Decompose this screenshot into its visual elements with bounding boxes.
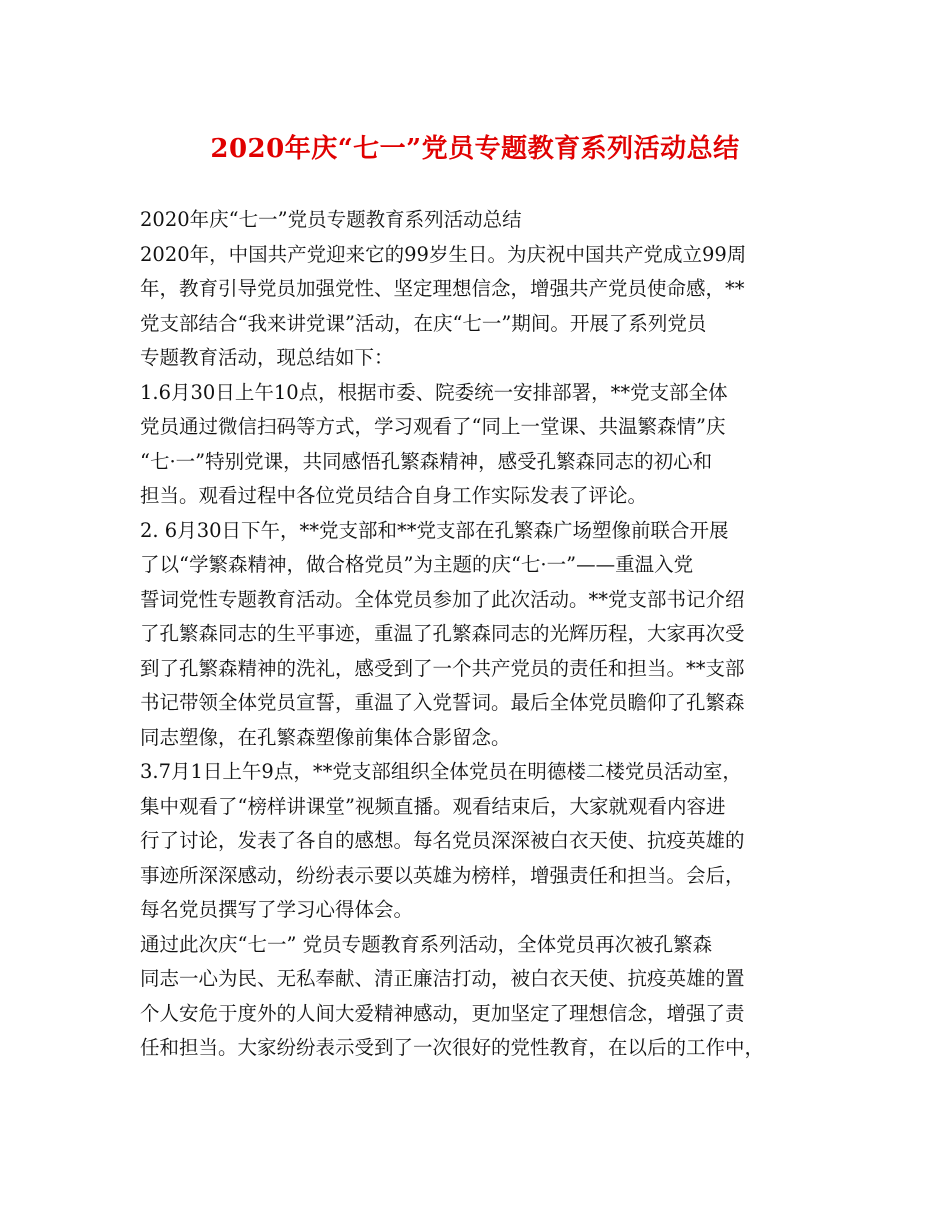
paragraph-line: 集中观看了“榜样讲课堂”视频直播。观看结束后，大家就观看内容进 (140, 794, 726, 818)
paragraph-line: 专题教育活动，现总结如下： (140, 346, 394, 369)
paragraph-line: 了孔繁森同志的生平事迹，重温了孔繁森同志的光辉历程，大家再次受 (140, 622, 745, 645)
paragraph-line: 通过此次庆“七一” 党员专题教育系列活动，全体党员再次被孔繁森 (140, 932, 713, 956)
paragraph-line: 行了讨论，发表了各自的感想。每名党员深深被白衣天使、抗疫英雄的 (140, 829, 745, 852)
paragraph-line: 同志一心为民、无私奉献、清正廉洁打动，被白衣天使、抗疫英雄的置 (140, 967, 745, 990)
paragraph-line: 2. 6月30日下午，**党支部和**党支部在孔繁森广场塑像前联合开展 (140, 518, 729, 542)
paragraph-line: 1.6月30日上午10点，根据市委、院委统一安排部署，**党支部全体 (140, 380, 728, 404)
document-title: 2020年庆“七一”党员专题教育系列活动总结 (210, 134, 740, 164)
paragraph-line: 党员通过微信扫码等方式，学习观看了“同上一堂课、共温繁森情”庆 (140, 415, 726, 438)
paragraph-line: 2020年庆“七一”党员专题教育系列活动总结 (140, 208, 522, 231)
paragraph-line: “七·一”特别党课，共同感悟孔繁森精神，感受孔繁森同志的初心和 (140, 449, 713, 473)
paragraph-line: 担当。观看过程中各位党员结合自身工作实际发表了评论。 (140, 484, 648, 507)
paragraph-line: 2020年，中国共产党迎来它的99岁生日。为庆祝中国共产党成立99周 (140, 242, 747, 266)
paragraph-line: 年，教育引导党员加强党性、坚定理想信念，增强共产党员使命感，** (140, 277, 745, 300)
paragraph-line: 每名党员撰写了学习心得体会。 (140, 898, 414, 921)
paragraph-line: 书记带领全体党员宣誓，重温了入党誓词。最后全体党员瞻仰了孔繁森 (140, 691, 745, 714)
paragraph-line: 事迹所深深感动，纷纷表示要以英雄为榜样，增强责任和担当。会后， (140, 863, 745, 887)
document-body (140, 203, 820, 1066)
paragraph-line: 3.7月1日上午9点，**党支部组织全体党员在明德楼二楼党员活动室， (140, 760, 742, 783)
paragraph-line: 到了孔繁森精神的洗礼，感受到了一个共产党员的责任和担当。**支部 (140, 656, 745, 680)
paragraph-line: 个人安危于度外的人间大爱精神感动，更加坚定了理想信念，增强了责 (140, 1001, 745, 1025)
paragraph-line: 党支部结合“我来讲党课”活动，在庆“七一”期间。开展了系列党员 (140, 311, 707, 335)
paragraph-line: 誓词党性专题教育活动。全体党员参加了此次活动。**党支部书记介绍 (140, 587, 745, 611)
paragraph-line: 同志塑像，在孔繁森塑像前集体合影留念。 (140, 725, 511, 749)
paragraph-line: 任和担当。大家纷纷表示受到了一次很好的党性教育，在以后的工作中， (140, 1036, 765, 1059)
paragraph-line: 了以“学繁森精神，做合格党员”为主题的庆“七·一”——重温入党 (140, 553, 694, 576)
